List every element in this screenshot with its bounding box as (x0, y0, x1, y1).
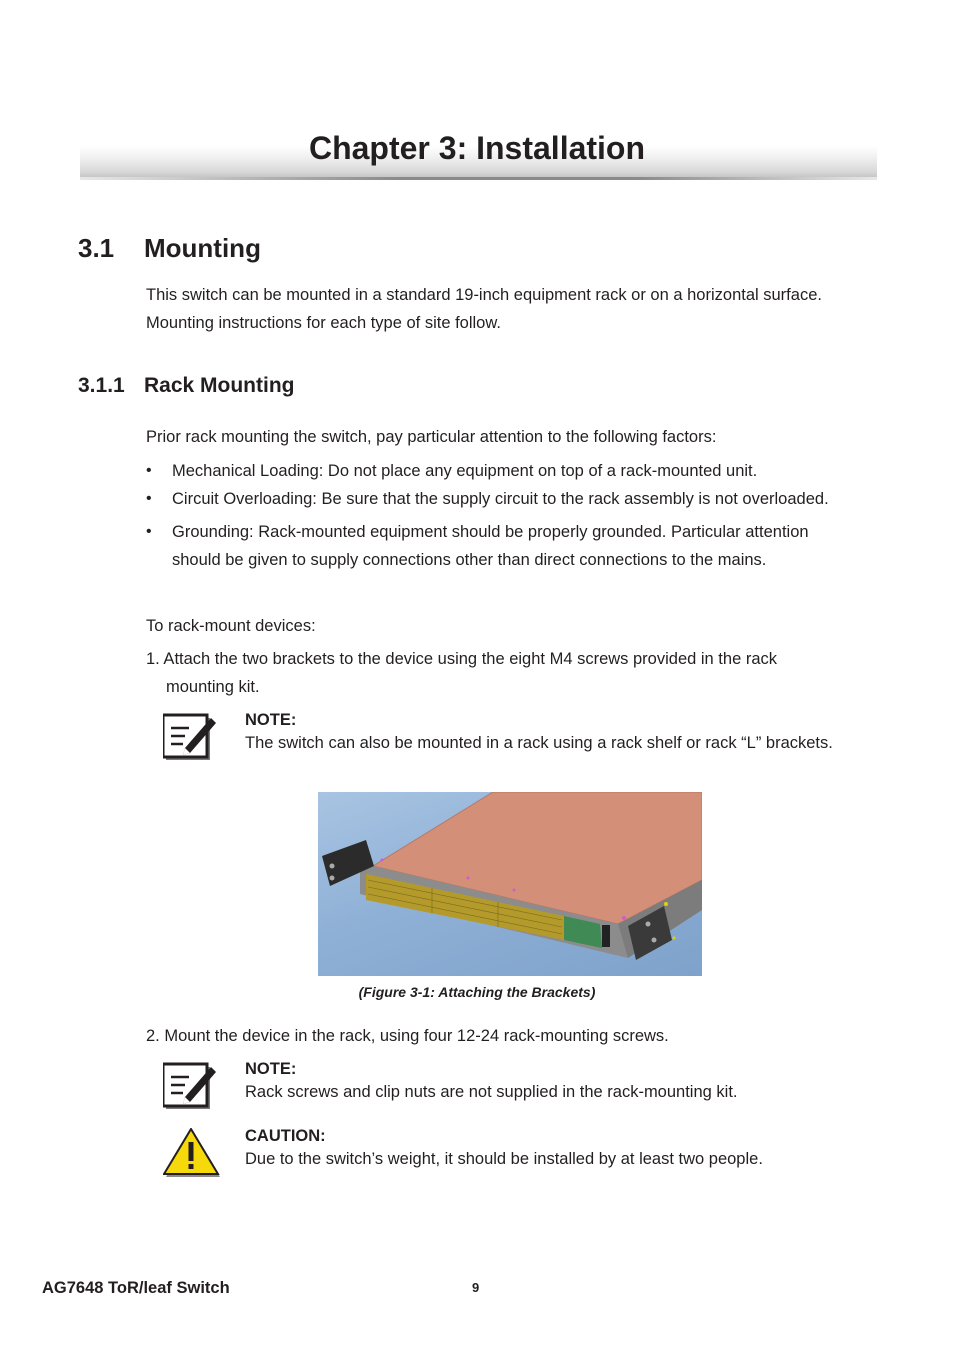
bullet-marker: • (146, 490, 152, 507)
bullet-grounding: Grounding: Rack-mounted equipment should be properly grounded. Particular attention (172, 523, 809, 541)
steps-intro: To rack-mount devices: (146, 617, 316, 635)
note-pencil-icon (163, 712, 219, 762)
note-1-text: The switch can also be mounted in a rack using a rack shelf or rack “L” brackets. (245, 734, 833, 752)
subsection-title: Rack Mounting (144, 374, 295, 397)
section-heading (78, 233, 261, 264)
step-1-line-1: 1. Attach the two brackets to the device using the eight M4 screws provided in the rack (146, 650, 778, 668)
section-intro-line-2: Mounting instructions for each type of site follow. (146, 314, 501, 332)
figure-attaching-brackets (318, 792, 702, 976)
page-number: 9 (472, 1280, 480, 1295)
bullet-mechanical-loading: Mechanical Loading: Do not place any equipment on top of a rack-mounted unit. (172, 462, 758, 480)
caution-label: CAUTION: (245, 1127, 326, 1145)
subsection-number: 3.1.1 (78, 374, 125, 397)
bullet-marker: • (146, 462, 152, 479)
note-2-label: NOTE: (245, 1060, 297, 1078)
bullet-grounding-continued: should be given to supply connections other than direct connections to the mains. (172, 551, 767, 569)
bullet-circuit-overloading: Circuit Overloading: Be sure that the supply circuit to the rack assembly is not overloaded. (172, 490, 829, 508)
subsection-lead: Prior rack mounting the switch, pay particular attention to the following factors: (146, 428, 717, 446)
warning-triangle-icon (163, 1128, 219, 1178)
caution-text: Due to the switch’s weight, it should be installed by at least two people. (245, 1150, 763, 1168)
section-intro-line-1: This switch can be mounted in a standard 19-inch equipment rack or on a horizontal surface. (146, 286, 822, 304)
section-number: 3.1 (78, 233, 115, 263)
note-pencil-icon (163, 1061, 219, 1111)
bullet-marker: • (146, 523, 152, 540)
figure-caption: (Figure 3-1: Attaching the Brackets) (358, 984, 596, 1000)
subsection-heading (78, 374, 295, 398)
footer-product-name: AG7648 ToR/leaf Switch (42, 1279, 230, 1297)
note-2-text: Rack screws and clip nuts are not supplied in the rack-mounting kit. (245, 1083, 738, 1101)
note-1-label: NOTE: (245, 711, 297, 729)
section-title: Mounting (144, 233, 261, 263)
chapter-title: Chapter 3: Installation (308, 130, 646, 166)
step-2: 2. Mount the device in the rack, using four 12-24 rack-mounting screws. (146, 1027, 669, 1045)
step-1-line-2: mounting kit. (166, 678, 260, 696)
